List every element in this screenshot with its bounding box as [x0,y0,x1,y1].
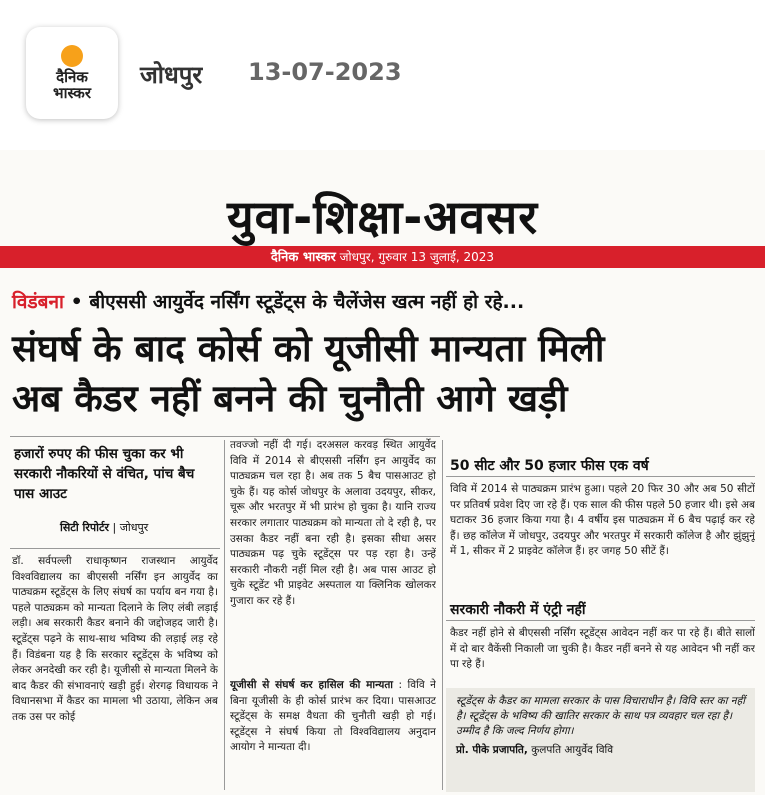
kicker-text: • बीएससी आयुर्वेद नर्सिंग स्टूडेंट्स के चैलेंजेस खत्म नहीं हो रहे... [63,291,525,313]
quote-role: कुलपति आयुर्वेद विवि [527,744,614,756]
right-subhead-seats: 50 सीट और 50 हजार फीस एक वर्ष [450,458,649,474]
article-column-2: तवज्जो नहीं दी गई। दरअसल करवड़ स्थित आयुर्वेद विवि में 2014 से बीएससी नर्सिंग इन आयुर्वेद का पाठ्यक्रम चल रहा है। अब तक 5 बैच पासआउट हो चुके हैं। यह कोर्स जोधपुर के अलावा उदयपुर, सीकर, चूरू और भरतपुर में भी प्रारंभ हो चुका है। यानि राज्य सरकार लगातार पाठ्यक्रम को मान्यता तो दे रही है, पर उसका कैडर नहीं बना रही है। इसका सीधा असर पाठ्यक्रम पढ़ चुके स्टूडेंट्स पर पड़ रहा है। उन्हें सरकारी नौकरी नहीं मिल रही है। अब पास आउट हो चुके स्टूडेंट भी प्राइवेट अस्पताल या क्लिनिक खोलकर गुजारा कर रहे हैं। [230,439,436,607]
column-text: : विवि ने बिना यूजीसी के ही कोर्स प्रारंभ कर दिया। पासआउट स्टूडेंट्स के समक्ष वैधता की चुनौती खड़ी हो गई। स्टूडेंट्स ने संघर्ष किया तो विश्वविद्यालय अनुदान आयोग ने मान्यता दी। [230,679,436,754]
strip-dateline: जोधपुर, गुरुवार 13 जुलाई, 2023 [339,250,495,264]
headline-line1: संघर्ष के बाद कोर्स को यूजीसी मान्यता मिली [12,327,605,370]
strip-brand: दैनिक भास्कर [270,250,336,265]
divider [10,436,440,437]
edition-city: जोधपुर [140,61,203,89]
article-subhead: हजारों रुपए की फीस चुका कर भी सरकारी नौकरियों से वंचित, पांच बैच पास आउट [14,446,195,502]
reporter-name: सिटी रिपोर्टर [60,521,109,534]
reporter-place: | जोधपुर [109,521,149,534]
article-kicker [12,288,524,314]
app-header [0,0,765,150]
sun-icon [61,45,83,67]
headline-line2: अब कैडर नहीं बनने की चुनौती आगे खड़ी [12,377,568,420]
quote-name: प्रो. पीके प्रजापति, [456,744,528,756]
newspaper-clipping [0,150,765,795]
column-divider [224,440,225,790]
logo-text-line1: दैनिक [56,68,88,86]
section-title: युवा-शिक्षा-अवसर [226,190,539,244]
quote-text: स्टूडेंट्स के कैडर का मामला सरकार के पास विचाराधीन है। विवि स्तर का नहीं है। स्टूडेंट्स के भविष्य की खातिर सरकार के साथ पत्र व्यवहार चल रहा है। उम्मीद है कि जल्द निर्णय होगा। [456,695,745,737]
divider [10,548,220,549]
article-column-2b [230,678,436,790]
vc-quote-box [446,688,755,792]
divider [446,620,755,621]
dainik-bhaskar-logo[interactable] [26,27,118,119]
edition-date: 13-07-2023 [248,58,402,86]
byline [60,520,148,535]
column-subhead: यूजीसी से संघर्ष कर हासिल की मान्यता [230,679,394,691]
kicker-label: विडंबना [12,291,64,313]
column-divider [442,440,443,790]
quote-attribution [456,743,745,758]
article-column-1: डॉ. सर्वपल्ली राधाकृष्णन राजस्थान आयुर्वेद विश्वविद्यालय का बीएससी नर्सिंग इन आयुर्वेद का पाठ्यक्रम स्टूडेंट्स के लिए संघर्ष का पर्याय बन गया है। पहले पाठ्यक्रम को मान्यता दिलाने के लिए लंबी लड़ाई लड़ी। अब सरकारी कैडर बनाने की जद्दोजहद जारी है। स्टूडेंट्स पढ़ने के साथ-साथ भविष्य की लड़ाई लड़ रहे हैं। विडंबना यह है कि सरकार स्टूडेंट्स के भविष्य को लेकर अनदेखी कर रही है। यूजीसी से मान्यता मिलने के बाद कैडर की संभावनाएं खड़ी हुई। शेरगढ़ विधायक ने विधानसभा में कैडर का मामला भी उठाया, लेकिन अब तक उस पर कोई [12,555,218,723]
right-subhead-jobs: सरकारी नौकरी में एंट्री नहीं [450,602,586,618]
right-text-seats: विवि में 2014 से पाठ्यक्रम प्रारंभ हुआ। पहले 20 फिर 30 और अब 50 सीटों पर प्रतिवर्ष प्रवेश दिए जा रहे हैं। एक साल की फीस पहले 50 हजार थी। इसे अब घटाकर 36 हजार किया गया है। 4 वर्षीय इस पाठ्यक्रम में 6 बैच पढ़ाई कर रहे हैं। छह कॉलेज में जोधपुर, उदयपुर और भरतपुर में सरकारी कॉलेज है और झुंझुनूं में 1, सीकर में 2 प्राइवेट कॉलेज हैं। हर जगह 50 सीटें हैं। [450,483,755,558]
masthead-strip [0,246,765,268]
divider [446,476,755,477]
right-text-jobs: कैडर नहीं होने से बीएससी नर्सिंग स्टूडेंट्स आवेदन नहीं कर पा रहे हैं। बीते सालों में दो बार वैकेंसी निकाली जा चुकी है। कैडर नहीं बनने से यह आवेदन भी नहीं कर पा रहे हैं। [450,627,755,671]
logo-text-line2: भास्कर [53,84,91,102]
